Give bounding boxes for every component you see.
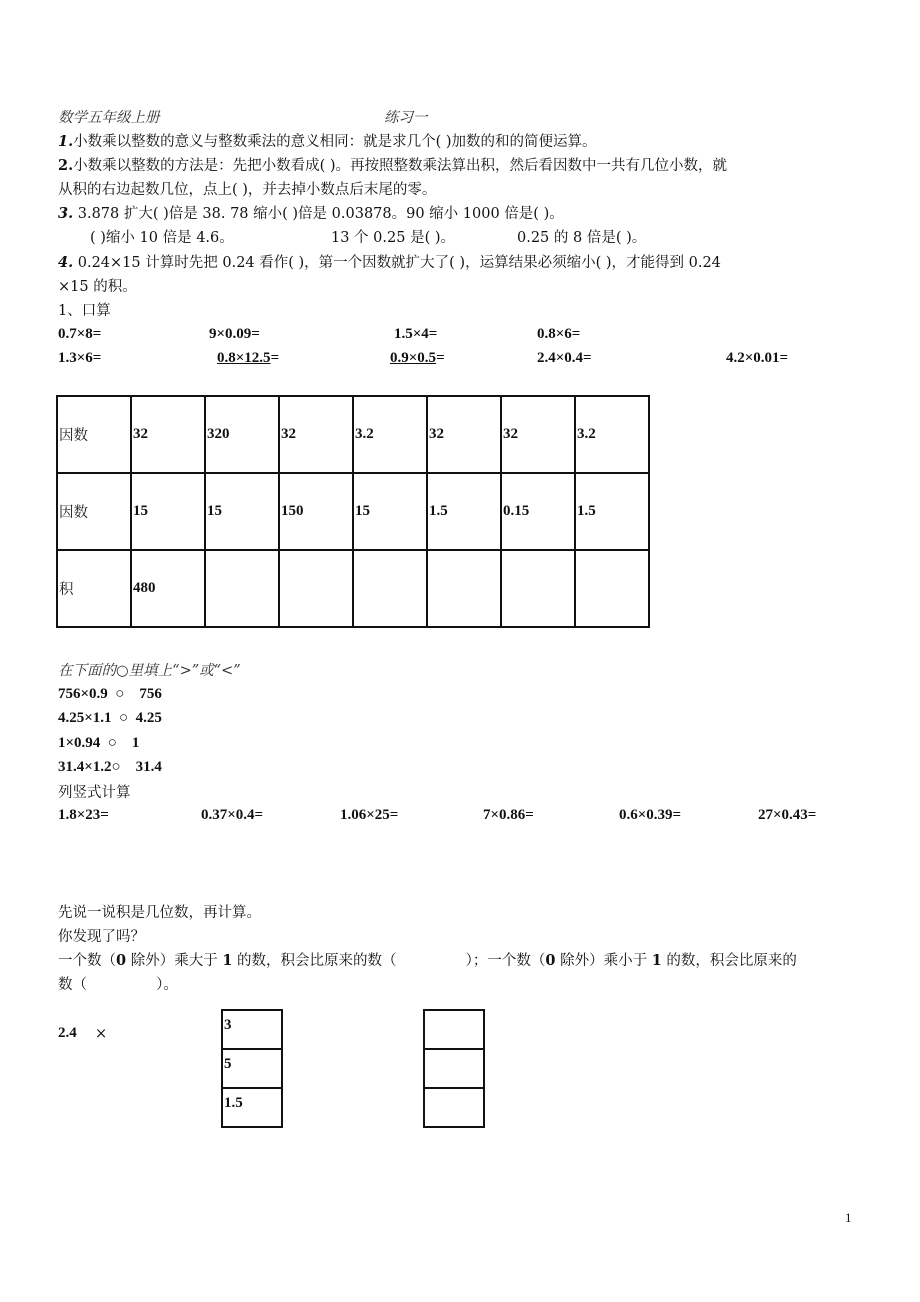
oral-title: 1、口算 xyxy=(58,303,111,319)
question-number: 2. xyxy=(58,157,74,174)
table-cell: 3.2 xyxy=(353,396,427,473)
compare-item: 756×0.9 ○ 756 xyxy=(58,686,162,702)
question-number: 1. xyxy=(58,133,74,150)
question-text: 小数乘以整数的意义与整数乘法的意义相同：就是求几个( )加数的和的简便运算。 xyxy=(73,134,597,150)
table-row xyxy=(57,473,649,550)
question-text: 小数乘以整数的方法是：先把小数看成( )。再按照整数乘法算出积，然后看因数中一共有几位小数，就 xyxy=(73,158,728,174)
table-cell: 3.2 xyxy=(575,396,649,473)
question-2-line-1 xyxy=(58,156,727,176)
page-number: 1 xyxy=(845,1210,852,1225)
question-3-line-2c: 0.25 的 8 倍是( )。 xyxy=(517,230,647,246)
table-cell: 32 xyxy=(501,396,575,473)
vertical-item: 1.8×23= xyxy=(58,807,109,823)
row-label: 因数 xyxy=(57,396,131,473)
header-left: 数学五年级上册 xyxy=(58,110,160,126)
answer-cell[interactable] xyxy=(427,550,501,627)
compare-item: 4.25×1.1 ○ 4.25 xyxy=(58,710,162,726)
question-number: 4. xyxy=(58,254,74,271)
table-cell: 480 xyxy=(131,550,205,627)
table-cell: 150 xyxy=(279,473,353,550)
oral-item: 0.8×6= xyxy=(537,326,581,342)
oral-item: 9×0.09= xyxy=(209,326,260,342)
discover-statement: 一个数（0 除外）乘大于 1 的数，积会比原来的数（ ）；一个数（0 除外）乘小于 1 的数，积会比原来的 xyxy=(58,952,797,969)
table-cell: 15 xyxy=(205,473,279,550)
table-cell: 1.5 xyxy=(575,473,649,550)
oral-item: 0.8×12.5= xyxy=(217,350,280,366)
question-4-line-2: ×15 的积。 xyxy=(58,279,137,295)
table-cell: 32 xyxy=(279,396,353,473)
compare-title: 在下面的○里填上“>”或“<” xyxy=(58,663,241,679)
multiplicand: 2.4 xyxy=(58,1025,77,1041)
answer-cell[interactable] xyxy=(205,550,279,627)
answer-cell[interactable] xyxy=(353,550,427,627)
question-3-line-1 xyxy=(58,204,564,224)
discover-statement-line-2: 数（ ）。 xyxy=(58,977,178,993)
vertical-item: 0.37×0.4= xyxy=(201,807,264,823)
vertical-item: 27×0.43= xyxy=(758,807,817,823)
compare-item: 1×0.94 ○ 1 xyxy=(58,735,140,751)
factor-box: 3 xyxy=(222,1010,282,1049)
result-box[interactable] xyxy=(424,1049,484,1088)
oral-item: 1.3×6= xyxy=(58,350,102,366)
oral-item: 1.5×4= xyxy=(394,326,438,342)
question-text: 3.878 扩大( )倍是 38. 78 缩小( )倍是 0.03878。90 缩小 1000 倍是( )。 xyxy=(77,206,564,222)
underlined-expression: 0.9×0.5 xyxy=(390,350,437,366)
oral-item: 4.2×0.01= xyxy=(726,350,789,366)
result-box[interactable] xyxy=(424,1088,484,1127)
row-label: 因数 xyxy=(57,473,131,550)
factor-boxes xyxy=(221,1009,283,1128)
oral-item: 0.7×8= xyxy=(58,326,102,342)
answer-cell[interactable] xyxy=(501,550,575,627)
compare-item: 31.4×1.2○ 31.4 xyxy=(58,759,162,775)
factor-box: 5 xyxy=(222,1049,282,1088)
vertical-item: 0.6×0.39= xyxy=(619,807,682,823)
table-cell: 15 xyxy=(131,473,205,550)
header-right: 练习一 xyxy=(384,110,428,126)
underlined-expression: 0.8×12.5 xyxy=(217,350,271,366)
oral-item: 0.9×0.5= xyxy=(390,350,445,366)
question-text: 0.24×15 计算时先把 0.24 看作( )，第一个因数就扩大了( )，运算结果必须缩小( )，才能得到 0.24 xyxy=(77,255,721,271)
oral-item: 2.4×0.4= xyxy=(537,350,592,366)
result-boxes xyxy=(423,1009,485,1128)
table-cell: 1.5 xyxy=(427,473,501,550)
table-cell: 15 xyxy=(353,473,427,550)
question-number: 3. xyxy=(58,205,74,222)
table-cell: 0.15 xyxy=(501,473,575,550)
table-row xyxy=(57,550,649,627)
product-table xyxy=(56,395,650,628)
vertical-item: 7×0.86= xyxy=(483,807,534,823)
question-3-line-2a: ( )缩小 10 倍是 4.6。 xyxy=(90,230,234,246)
vertical-item: 1.06×25= xyxy=(340,807,399,823)
table-cell: 32 xyxy=(131,396,205,473)
answer-cell[interactable] xyxy=(575,550,649,627)
factor-box: 1.5 xyxy=(222,1088,282,1127)
table-row xyxy=(57,396,649,473)
times-sign: × xyxy=(95,1026,108,1042)
question-3-line-2b: 13 个 0.25 是( )。 xyxy=(331,230,455,246)
question-4-line-1 xyxy=(58,253,721,273)
row-label: 积 xyxy=(57,550,131,627)
question-2-line-2: 从积的右边起数几位，点上( )，并去掉小数点后末尾的零。 xyxy=(58,182,437,198)
answer-cell[interactable] xyxy=(279,550,353,627)
discover-question: 你发现了吗？ xyxy=(58,929,145,945)
question-1 xyxy=(58,132,597,152)
result-box[interactable] xyxy=(424,1010,484,1049)
vertical-title: 列竖式计算 xyxy=(58,785,131,801)
table-cell: 320 xyxy=(205,396,279,473)
table-cell: 32 xyxy=(427,396,501,473)
digits-instruction: 先说一说积是几位数，再计算。 xyxy=(58,905,261,921)
